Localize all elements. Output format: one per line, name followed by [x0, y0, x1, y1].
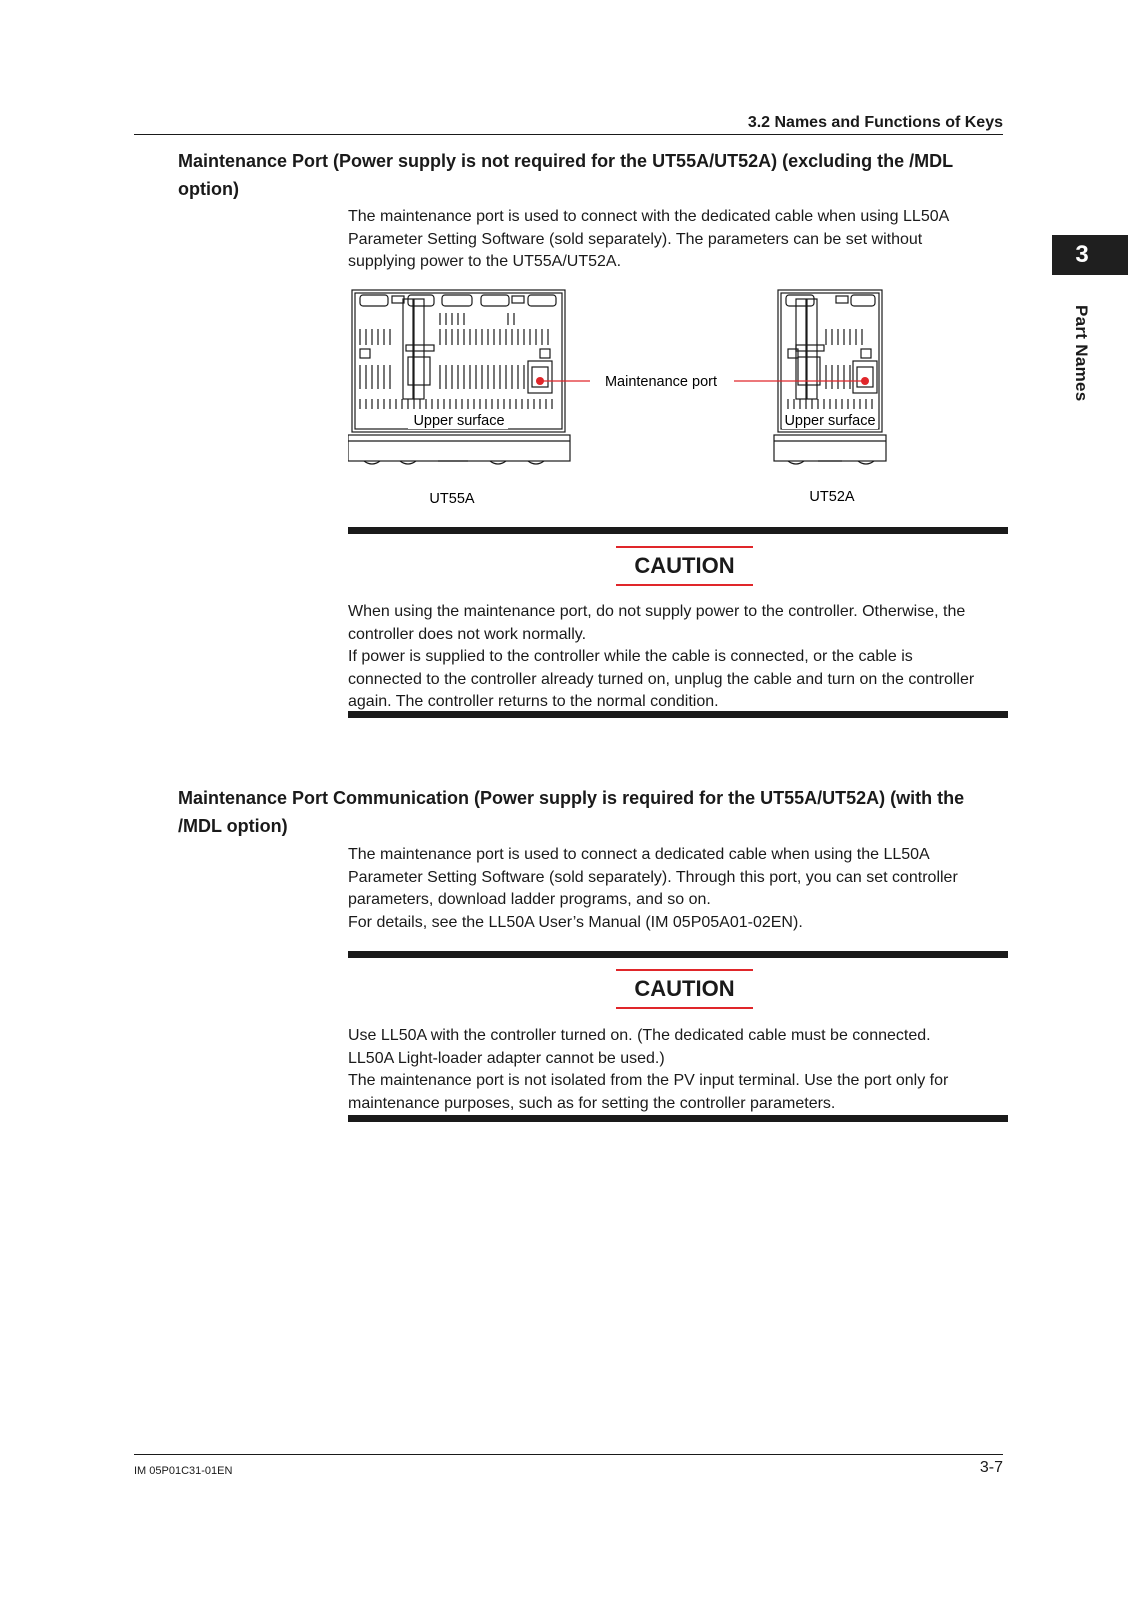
chapter-tab-label: Part Names [1072, 305, 1091, 402]
ut52a-model-label: UT52A [809, 489, 855, 505]
ut55a-model-label: UT55A [429, 491, 475, 507]
ut55a-vents [360, 313, 552, 409]
section2-heading-line2: /MDL option) [178, 816, 288, 836]
chapter-tab [1052, 235, 1128, 275]
maintenance-port-callout: Maintenance port [604, 374, 718, 390]
caution2-title-box [616, 969, 753, 1009]
caution1-bottom-bar [348, 711, 1008, 718]
caution1-line: connected to the controller already turned on, unplug the cable and turn on the controller [348, 670, 975, 688]
caution2-title: CAUTION [634, 976, 735, 1001]
section1-heading-line2: option) [178, 179, 239, 199]
section2-heading-line1: Maintenance Port Communication (Power supply is required for the UT55A/UT52A) (with the [178, 788, 965, 808]
ut52a-vents [788, 329, 872, 409]
caution2-line: LL50A Light-loader adapter cannot be used.) [348, 1049, 665, 1067]
header-rule [134, 134, 1003, 135]
caution1-title: CAUTION [634, 553, 735, 578]
ut55a-surface-label: Upper surface [413, 413, 505, 429]
section2-heading [178, 784, 1008, 840]
caution1-line: If power is supplied to the controller while the cable is connected, or the cable is [348, 648, 913, 665]
section2-body-line: parameters, download ladder programs, and so on. [348, 891, 711, 908]
chapter-number: 3 [1075, 241, 1089, 268]
footer-doc-id: IM 05P01C31-01EN [134, 1465, 233, 1477]
caution2-line: maintenance purposes, such as for setting the controller parameters. [348, 1094, 836, 1112]
section2-body-line: For details, see the LL50A User’s Manual (IM 05P05A01-02EN). [348, 913, 803, 931]
section1-body-line: supplying power to the UT55A/UT52A. [348, 253, 622, 270]
section1-body [348, 206, 1008, 274]
running-header: 3.2 Names and Functions of Keys [747, 114, 1003, 131]
page-number: 3-7 [979, 1459, 1003, 1476]
section1-heading [178, 147, 1008, 203]
caution2-top-bar [348, 951, 1008, 958]
caution1-top-bar [348, 527, 1008, 534]
caution2-line: The maintenance port is not isolated from the PV input terminal. Use the port only for [348, 1072, 949, 1089]
caution2-line: Use LL50A with the controller turned on. (The dedicated cable must be connected. [348, 1027, 931, 1044]
caution1-title-box [616, 546, 753, 586]
ut52a-surface-label: Upper surface [784, 413, 876, 429]
caution1-body [348, 601, 1008, 714]
caution2-bottom-bar [348, 1115, 1008, 1122]
footer-rule [134, 1454, 1003, 1455]
section1-body-line: Parameter Setting Software (sold separately). The parameters can be set without [348, 230, 923, 248]
caution1-line: When using the maintenance port, do not supply power to the controller. Otherwise, the [348, 603, 966, 620]
caution1-line: again. The controller returns to the normal condition. [348, 693, 719, 710]
section1-heading-line1: Maintenance Port (Power supply is not required for the UT55A/UT52A) (excluding the /MDL [178, 151, 954, 171]
controller-upper-surface-diagram [348, 287, 908, 512]
section1-body-line: The maintenance port is used to connect with the dedicated cable when using LL50A [348, 208, 950, 225]
caution2-body [348, 1025, 1008, 1115]
section2-body-line: Parameter Setting Software (sold separately). Through this port, you can set controller [348, 868, 958, 886]
caution1-line: controller does not work normally. [348, 625, 587, 643]
caution1-line-bottom [616, 584, 753, 586]
section2-body [348, 844, 1008, 934]
section2-body-line: The maintenance port is used to connect a dedicated cable when using the LL50A [348, 846, 930, 863]
caution2-line-bottom [616, 1007, 753, 1009]
